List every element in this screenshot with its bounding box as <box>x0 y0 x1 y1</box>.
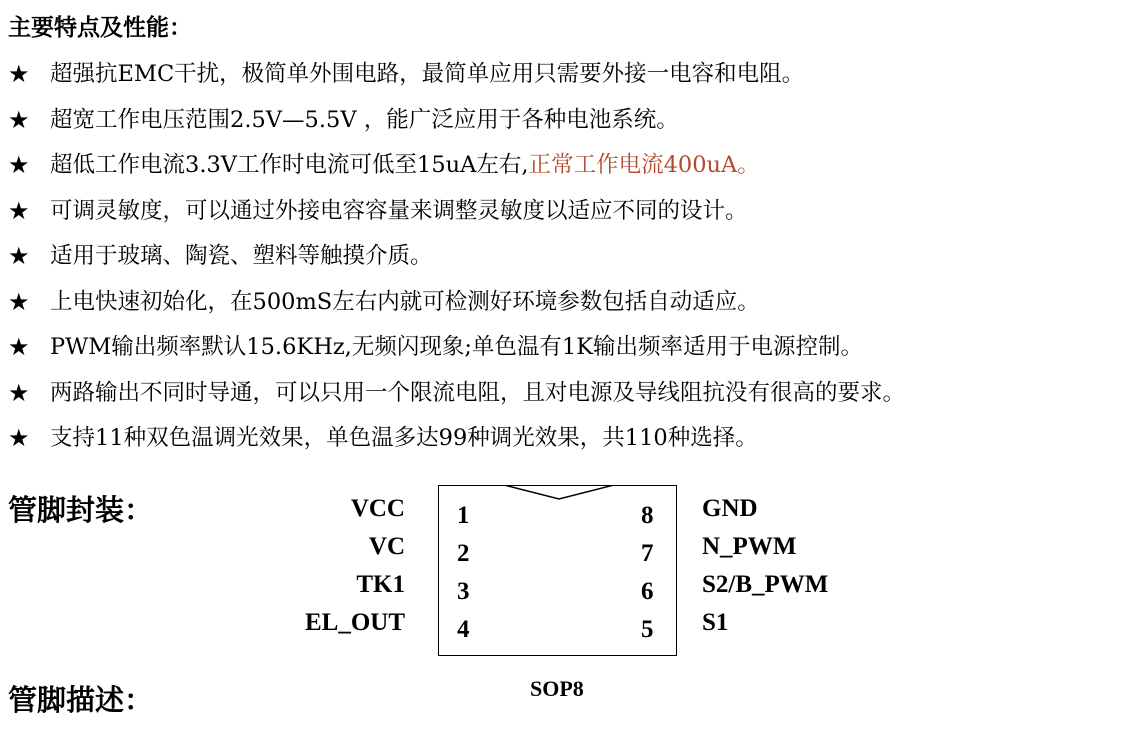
pin-label-5: S1 <box>702 609 729 636</box>
feature-text: 支持11种双色温调光效果，单色温多达99种调光效果，共110种选择。 <box>50 425 758 451</box>
package-heading: 管脚封装： <box>8 493 154 527</box>
star-bullet-icon: ★ <box>8 333 30 361</box>
pin-number-4: 4 <box>457 616 470 643</box>
pin-label-1: VCC <box>350 495 405 522</box>
star-bullet-icon: ★ <box>8 424 30 452</box>
star-bullet-icon: ★ <box>8 287 30 316</box>
pin-number-5: 5 <box>641 616 654 643</box>
list-item <box>8 104 905 150</box>
list-item <box>8 377 905 423</box>
feature-text: 超强抗EMC干扰，极简单外围电路，最简单应用只需要外接一电容和电阻。 <box>50 61 805 87</box>
list-item <box>8 58 905 104</box>
feature-text: 两路输出不同时导通，可以只用一个限流电阻，且对电源及导线阻抗没有很高的要求。 <box>50 379 906 406</box>
list-item <box>8 149 905 195</box>
feature-highlight-text: 正常工作电流400uA。 <box>528 152 760 178</box>
feature-text: 上电快速初始化，在500mS左右内就可检测好环境参数包括自动适应。 <box>50 288 760 315</box>
list-item <box>8 331 905 377</box>
pin-label-6: S2/B_PWM <box>702 571 829 598</box>
pin-number-1: 1 <box>457 502 470 529</box>
pin-number-3: 3 <box>457 578 470 605</box>
pin-number-7: 7 <box>641 540 654 567</box>
star-bullet-icon: ★ <box>8 378 30 407</box>
feature-text: 超宽工作电压范围2.5V—5.5V ，能广泛应用于各种电池系统。 <box>50 106 679 133</box>
pin-number-8: 8 <box>641 502 654 529</box>
feature-text: PWM输出频率默认15.6KHz,无频闪现象;单色温有1K输出频率适用于电源控制。 <box>50 334 864 360</box>
pin-number-2: 2 <box>457 540 470 567</box>
pin-label-3: TK1 <box>356 571 405 598</box>
feature-text: 可调灵敏度，可以通过外接电容容量来调整灵敏度以适应不同的设计。 <box>50 197 748 224</box>
package-name: SOP8 <box>530 676 584 701</box>
star-bullet-icon: ★ <box>8 105 30 134</box>
list-item <box>8 240 905 286</box>
star-bullet-icon: ★ <box>8 196 30 225</box>
feature-text: 适用于玻璃、陶瓷、塑料等触摸介质。 <box>50 243 433 269</box>
pin1-notch-icon <box>504 485 614 501</box>
star-bullet-icon: ★ <box>8 151 30 179</box>
chip-package-outline <box>438 485 677 656</box>
pin-description-heading: 管脚描述： <box>8 683 154 717</box>
star-bullet-icon: ★ <box>8 242 30 270</box>
feature-list <box>8 58 905 468</box>
list-item <box>8 422 905 468</box>
pin-label-8: GND <box>702 495 758 522</box>
pin-label-2: VC <box>368 533 405 560</box>
list-item <box>8 286 905 332</box>
pin-label-7: N_PWM <box>702 533 797 560</box>
feature-text: 超低工作电流3.3V工作时电流可低至15uA左右, <box>50 152 529 178</box>
star-bullet-icon: ★ <box>8 60 30 88</box>
features-heading: 主要特点及性能： <box>8 15 192 41</box>
pin-number-6: 6 <box>641 578 654 605</box>
list-item <box>8 195 905 241</box>
pin-label-4: EL_OUT <box>304 609 405 636</box>
